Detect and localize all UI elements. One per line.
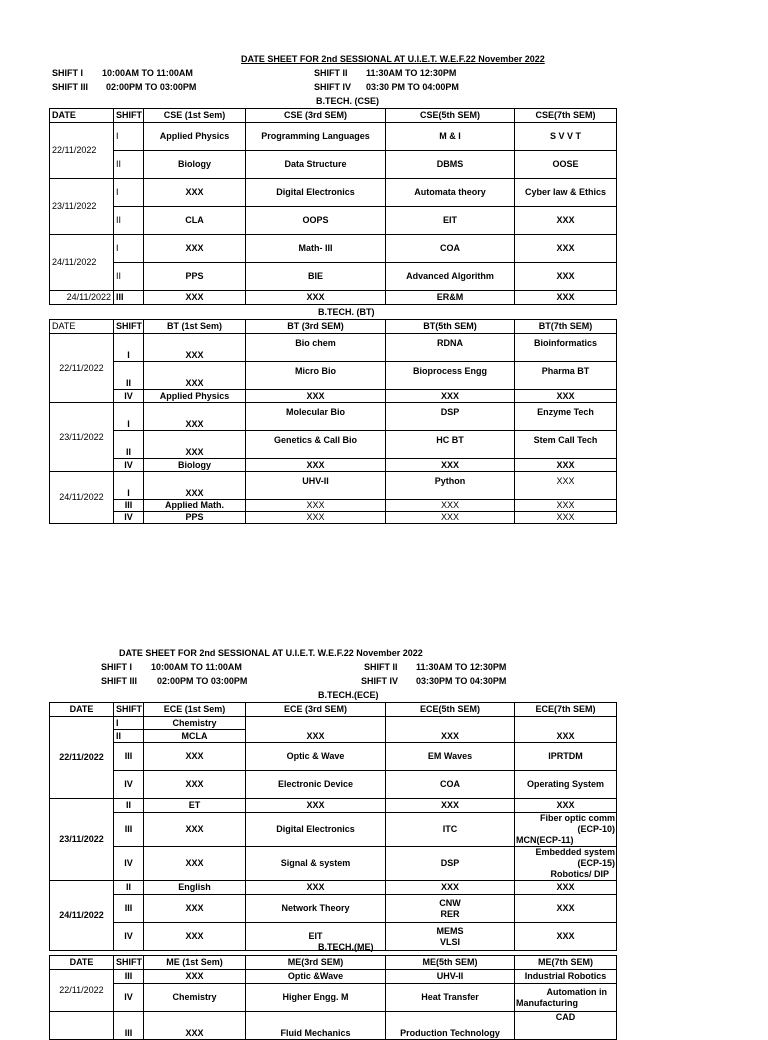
bt-cell: XXX xyxy=(386,500,515,512)
cse-shift: I xyxy=(114,235,144,263)
me-cell: Optic &Wave xyxy=(246,970,386,984)
ece-cell: XXX xyxy=(144,771,246,799)
ece-cell: Digital Electronics xyxy=(246,813,386,847)
me-cell xyxy=(515,984,617,1012)
ece-cell: XXX xyxy=(144,813,246,847)
bt-section-label: B.TECH. (BT) xyxy=(318,307,375,317)
cse-cell: Data Structure xyxy=(246,151,386,179)
cse-header-shift: SHIFT xyxy=(114,109,144,123)
ece-shift: I xyxy=(114,717,144,730)
bt-shift: III xyxy=(114,500,144,512)
bt-cell: Genetics & Call Bio xyxy=(246,431,386,459)
ece-cell: English xyxy=(144,881,246,895)
ece-cell-line: CNW xyxy=(439,897,461,908)
cse-table xyxy=(49,108,617,305)
bt-table xyxy=(49,319,617,524)
cse-cell: M & I xyxy=(386,123,515,151)
cse-date: 23/11/2022 xyxy=(50,179,114,235)
bt-cell: XXX xyxy=(386,459,515,472)
ece-cell: XXX xyxy=(515,799,617,813)
bt-cell: Stem Call Tech xyxy=(515,431,617,459)
bt-shift: II xyxy=(114,431,144,459)
bt-cell: XXX xyxy=(386,390,515,403)
me-header-sem7: ME(7th SEM) xyxy=(515,956,617,970)
ece-cell xyxy=(386,923,515,951)
ece-cell: XXX xyxy=(144,895,246,923)
cse-cell: Applied Physics xyxy=(144,123,246,151)
bt-cell: XXX xyxy=(144,362,246,390)
me-shift: IV xyxy=(114,984,144,1012)
bt-cell: XXX xyxy=(246,500,386,512)
cse-header-sem3: CSE (3rd SEM) xyxy=(246,109,386,123)
bt-cell: DSP xyxy=(386,403,515,431)
me-cell: UHV-II xyxy=(386,970,515,984)
bt-header-sem5: BT(5th SEM) xyxy=(386,320,515,334)
top-shift2-time: 11:30AM TO 12:30PM xyxy=(366,68,457,78)
cse-cell: PPS xyxy=(144,263,246,291)
cse-cell: BIE xyxy=(246,263,386,291)
me-cell: Chemistry xyxy=(144,984,246,1012)
me-cell: XXX xyxy=(144,970,246,984)
top-title: DATE SHEET FOR 2nd SESSIONAL AT U.I.E.T. W.E.F.22 November 2022 xyxy=(241,54,545,64)
bt-cell: XXX xyxy=(515,459,617,472)
ece-cell: MCLA xyxy=(144,730,246,743)
ece-header-shift: SHIFT xyxy=(114,703,144,717)
ece-cell: Electronic Device xyxy=(246,771,386,799)
ece-header-sem1: ECE (1st Sem) xyxy=(144,703,246,717)
cse-cell: Digital Electronics xyxy=(246,179,386,207)
cse-cell: Programming Languages xyxy=(246,123,386,151)
bt-cell: PPS xyxy=(144,512,246,524)
bt-header-shift: SHIFT xyxy=(114,320,144,334)
me-cell: Industrial Robotics xyxy=(515,970,617,984)
cse-cell: CLA xyxy=(144,207,246,235)
ece-shift: II xyxy=(114,730,144,743)
ece-cell xyxy=(515,813,617,847)
ece-cell: COA xyxy=(386,771,515,799)
bt-cell: UHV-II xyxy=(246,472,386,500)
ece-cell: XXX xyxy=(144,923,246,951)
ece-cell-line: MEMS xyxy=(436,925,464,936)
cse-cell: ER&M xyxy=(386,291,515,305)
cse-cell: XXX xyxy=(515,291,617,305)
cse-cell: XXX xyxy=(515,207,617,235)
bt-header-sem7: BT(7th SEM) xyxy=(515,320,617,334)
cse-cell: Advanced Algorithm xyxy=(386,263,515,291)
cse-shift: II xyxy=(114,207,144,235)
me-shift: III xyxy=(114,1012,144,1040)
top-shift4-time: 03:30 PM TO 04:00PM xyxy=(366,82,459,92)
ece-cell: XXX xyxy=(246,717,386,743)
me-cell-line: Manufacturing xyxy=(516,997,578,1008)
top-shift3-label: SHIFT III xyxy=(52,82,88,92)
ece-cell-line: Embedded system (ECP-15) xyxy=(535,847,615,868)
bt-cell: XXX xyxy=(515,512,617,524)
top-shift3-time: 02:00PM TO 03:00PM xyxy=(106,82,197,92)
bt-cell: XXX xyxy=(144,431,246,459)
bt-header-sem3: BT (3rd SEM) xyxy=(246,320,386,334)
bottom-shift1-label: SHIFT I xyxy=(101,662,132,672)
bt-cell: Pharma BT xyxy=(515,362,617,390)
bt-shift: IV xyxy=(114,390,144,403)
bt-cell: RDNA xyxy=(386,334,515,362)
bt-cell: Enzyme Tech xyxy=(515,403,617,431)
bottom-shift3-label: SHIFT III xyxy=(101,676,137,686)
bt-shift: IV xyxy=(114,512,144,524)
ece-shift: III xyxy=(114,813,144,847)
cse-shift: I xyxy=(114,123,144,151)
bt-date: 23/11/2022 xyxy=(50,403,114,472)
bottom-title: DATE SHEET FOR 2nd SESSIONAL AT U.I.E.T. W.E.F.22 November 2022 xyxy=(119,648,423,658)
me-cell: CAD xyxy=(515,1012,617,1040)
cse-cell: XXX xyxy=(246,291,386,305)
me-cell: XXX xyxy=(144,1012,246,1040)
me-table xyxy=(49,955,617,1040)
ece-cell: XXX xyxy=(515,881,617,895)
ece-cell xyxy=(386,895,515,923)
cse-cell: XXX xyxy=(515,263,617,291)
cse-header-date: DATE xyxy=(50,109,114,123)
cse-shift: III xyxy=(114,291,144,305)
me-cell: Heat Transfer xyxy=(386,984,515,1012)
me-cell: Fluid Mechanics xyxy=(246,1012,386,1040)
cse-shift: I xyxy=(114,179,144,207)
bottom-shift4-time: 03:30PM TO 04:30PM xyxy=(416,676,507,686)
ece-cell: IPRTDM xyxy=(515,743,617,771)
cse-cell: Cyber law & Ethics xyxy=(515,179,617,207)
ece-cell: ET xyxy=(144,799,246,813)
ece-shift: II xyxy=(114,799,144,813)
ece-cell: XXX xyxy=(246,881,386,895)
bt-cell: Bio chem xyxy=(246,334,386,362)
bt-cell: Python xyxy=(386,472,515,500)
cse-cell: OOSE xyxy=(515,151,617,179)
cse-cell: Math- III xyxy=(246,235,386,263)
ece-cell: XXX xyxy=(386,881,515,895)
cse-shift: II xyxy=(114,151,144,179)
me-cell: Production Technology xyxy=(386,1012,515,1040)
bt-cell: XXX xyxy=(515,500,617,512)
ece-cell: Operating System xyxy=(515,771,617,799)
cse-cell: XXX xyxy=(144,179,246,207)
ece-shift: IV xyxy=(114,771,144,799)
ece-cell: XXX xyxy=(246,799,386,813)
ece-cell: Network Theory xyxy=(246,895,386,923)
bottom-shift1-time: 10:00AM TO 11:00AM xyxy=(151,662,242,672)
ece-header-sem5: ECE(5th SEM) xyxy=(386,703,515,717)
bt-header-date: DATE xyxy=(50,320,114,334)
top-shift2-label: SHIFT II xyxy=(314,68,348,78)
bt-cell: Micro Bio xyxy=(246,362,386,390)
bt-shift: I xyxy=(114,472,144,500)
ece-cell: ITC xyxy=(386,813,515,847)
ece-cell: XXX xyxy=(515,923,617,951)
cse-date: 22/11/2022 xyxy=(50,123,114,179)
ece-date: 23/11/2022 xyxy=(50,799,114,881)
top-shift4-label: SHIFT IV xyxy=(314,82,352,92)
bt-cell: XXX xyxy=(246,459,386,472)
me-header-sem3: ME(3rd SEM) xyxy=(246,956,386,970)
bt-cell: Bioinformatics xyxy=(515,334,617,362)
ece-cell: XXX xyxy=(144,847,246,881)
ece-cell-line: Fiber optic comm (ECP-10) xyxy=(539,813,615,834)
bt-shift: IV xyxy=(114,459,144,472)
bottom-shift4-label: SHIFT IV xyxy=(361,676,399,686)
bt-shift: I xyxy=(114,334,144,362)
ece-cell: Chemistry xyxy=(144,717,246,730)
ece-cell xyxy=(515,847,617,881)
bt-cell: XXX xyxy=(144,334,246,362)
bt-date: 22/11/2022 xyxy=(50,334,114,403)
cse-cell: Biology xyxy=(144,151,246,179)
top-shift1-time: 10:00AM TO 11:00AM xyxy=(102,68,193,78)
ece-shift: II xyxy=(114,881,144,895)
bt-cell: HC BT xyxy=(386,431,515,459)
ece-cell: XXX xyxy=(144,743,246,771)
ece-header-sem3: ECE (3rd SEM) xyxy=(246,703,386,717)
cse-header-sem1: CSE (1st Sem) xyxy=(144,109,246,123)
ece-date: 24/11/2022 xyxy=(50,881,114,951)
ece-cell: XXX xyxy=(386,717,515,743)
bt-shift: II xyxy=(114,362,144,390)
bt-cell: XXX xyxy=(386,512,515,524)
cse-cell: Automata theory xyxy=(386,179,515,207)
me-header-shift: SHIFT xyxy=(114,956,144,970)
cse-section-label: B.TECH. (CSE) xyxy=(316,96,379,106)
ece-cell: XXX xyxy=(515,895,617,923)
bt-cell: Molecular Bio xyxy=(246,403,386,431)
me-section-label: B.TECH.(ME) xyxy=(318,942,374,952)
cse-date: 24/11/2022 xyxy=(50,235,114,291)
cse-cell: EIT xyxy=(386,207,515,235)
bt-cell: XXX xyxy=(144,403,246,431)
cse-header-sem5: CSE(5th SEM) xyxy=(386,109,515,123)
ece-table xyxy=(49,702,617,951)
ece-cell: EM Waves xyxy=(386,743,515,771)
bt-cell: Biology xyxy=(144,459,246,472)
me-header-sem1: ME (1st Sem) xyxy=(144,956,246,970)
me-cell: Higher Engg. M xyxy=(246,984,386,1012)
cse-cell: XXX xyxy=(515,235,617,263)
ece-cell: EIT xyxy=(246,923,386,951)
cse-header-sem7: CSE(7th SEM) xyxy=(515,109,617,123)
bt-header-sem1: BT (1st Sem) xyxy=(144,320,246,334)
bt-cell: XXX xyxy=(246,390,386,403)
bt-cell: Bioprocess Engg xyxy=(386,362,515,390)
ece-date: 22/11/2022 xyxy=(50,717,114,799)
ece-cell: XXX xyxy=(515,717,617,743)
ece-shift: III xyxy=(114,743,144,771)
ece-header-sem7: ECE(7th SEM) xyxy=(515,703,617,717)
bt-cell: Applied Math. xyxy=(144,500,246,512)
me-date: 22/11/2022 xyxy=(50,970,114,1012)
ece-cell: XXX xyxy=(386,799,515,813)
cse-cell: XXX xyxy=(144,235,246,263)
ece-cell: Optic & Wave xyxy=(246,743,386,771)
bt-cell: Applied Physics xyxy=(144,390,246,403)
ece-header-date: DATE xyxy=(50,703,114,717)
ece-cell-line: Robotics/ DIP xyxy=(550,869,609,879)
cse-cell: S V V T xyxy=(515,123,617,151)
me-header-date: DATE xyxy=(50,956,114,970)
ece-shift: III xyxy=(114,895,144,923)
ece-cell: DSP xyxy=(386,847,515,881)
cse-shift: II xyxy=(114,263,144,291)
ece-shift: IV xyxy=(114,847,144,881)
ece-cell: Signal & system xyxy=(246,847,386,881)
ece-cell-line: MCN(ECP-11) xyxy=(516,835,574,845)
me-date xyxy=(50,1012,114,1040)
cse-cell: DBMS xyxy=(386,151,515,179)
cse-cell: OOPS xyxy=(246,207,386,235)
me-header-sem5: ME(5th SEM) xyxy=(386,956,515,970)
cse-date: 24/11/2022 xyxy=(50,291,114,305)
ece-cell-line: RER xyxy=(440,908,460,919)
me-cell-line: Automation in xyxy=(546,986,607,997)
bt-cell: XXX xyxy=(515,472,617,500)
cse-cell: XXX xyxy=(144,291,246,305)
bt-cell: XXX xyxy=(246,512,386,524)
bt-date: 24/11/2022 xyxy=(50,472,114,524)
bottom-shift2-time: 11:30AM TO 12:30PM xyxy=(416,662,507,672)
top-shift1-label: SHIFT I xyxy=(52,68,83,78)
ece-cell-line: VLSI xyxy=(439,936,460,947)
bottom-shift3-time: 02:00PM TO 03:00PM xyxy=(157,676,248,686)
bottom-shift2-label: SHIFT II xyxy=(364,662,398,672)
me-shift: III xyxy=(114,970,144,984)
cse-cell: COA xyxy=(386,235,515,263)
bt-cell: XXX xyxy=(515,390,617,403)
bt-shift: I xyxy=(114,403,144,431)
ece-shift: IV xyxy=(114,923,144,951)
bt-cell: XXX xyxy=(144,472,246,500)
ece-section-label: B.TECH.(ECE) xyxy=(318,690,379,700)
